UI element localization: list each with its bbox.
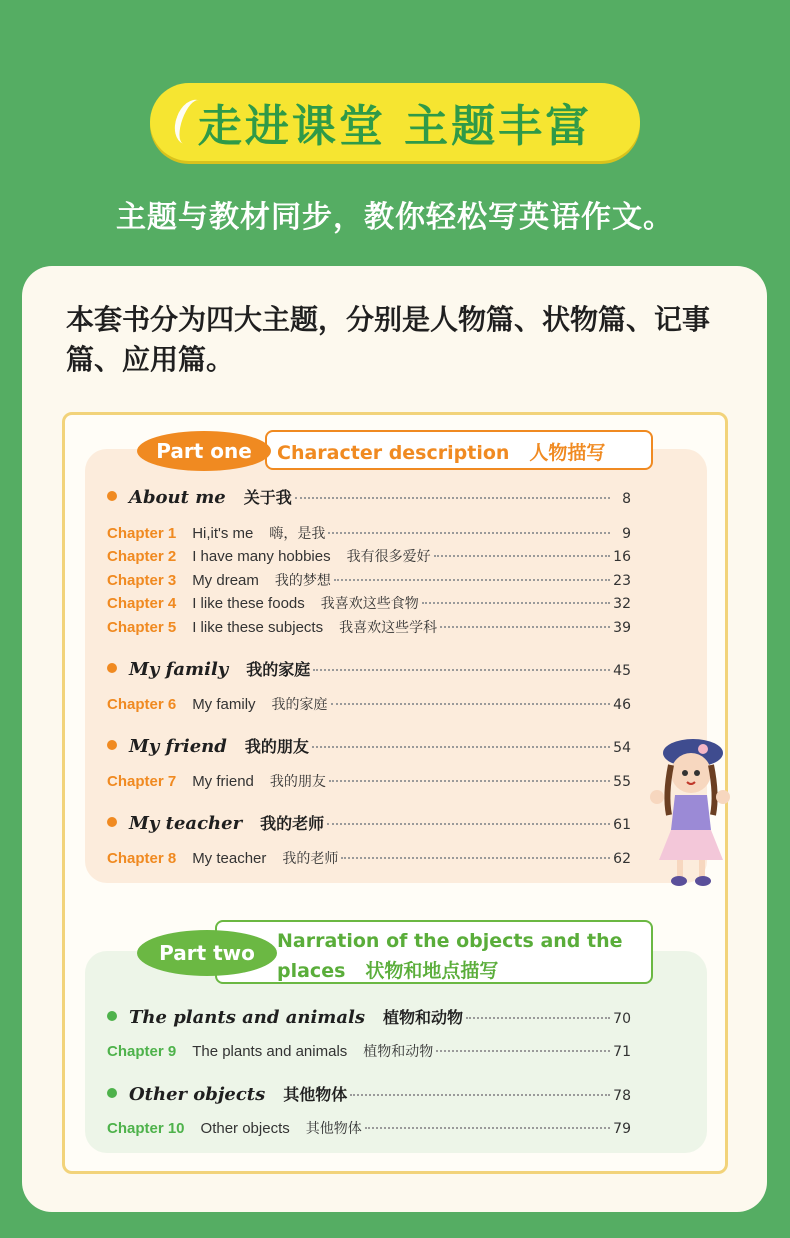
part-two-title-line2: places (277, 960, 346, 982)
part-two-title-cn: 状物和地点描写 (365, 960, 499, 982)
toc-chapter: Chapter 2 I have many hobbies 我有很多爱好 16 (107, 548, 631, 565)
toc-chapter: Chapter 6 My family 我的家庭 46 (107, 696, 631, 713)
toc-chapter: Chapter 4 I like these foods 我喜欢这些食物 32 (107, 595, 631, 612)
toc-chapter: Chapter 8 My teacher 我的老师 62 (107, 850, 631, 867)
part-one-heading (265, 430, 653, 470)
toc-chapter: Chapter 5 I like these subjects 我喜欢这些学科 39 (107, 619, 631, 636)
face-shape (671, 753, 711, 793)
part-one-label: Part one (137, 431, 271, 471)
table-of-contents (62, 412, 728, 1174)
toc-chapter: Chapter 10 Other objects 其他物体 79 (107, 1120, 631, 1137)
toc-topic: My teacher 我的老师 61 (107, 811, 631, 834)
bullet-icon (107, 817, 117, 827)
toc-chapter: Chapter 7 My friend 我的朋友 55 (107, 773, 631, 790)
bullet-icon (107, 663, 117, 673)
banner-title: 走进课堂 主题丰富 (197, 101, 593, 152)
bullet-icon (107, 1088, 117, 1098)
toc-topic: My family 我的家庭 45 (107, 657, 631, 680)
content-card (22, 266, 767, 1212)
toc-topic: The plants and animals 植物和动物 70 (107, 1005, 631, 1028)
title-banner (150, 83, 640, 161)
subtitle: 主题与教材同步，教你轻松写英语作文。 (116, 200, 674, 235)
toc-topic: About me 关于我 8 (107, 485, 631, 508)
dress-skirt (659, 830, 723, 860)
toc-topic: My friend 我的朋友 54 (107, 734, 631, 757)
toc-chapter: Chapter 9 The plants and animals 植物和动物 71 (107, 1043, 631, 1060)
flower-icon (698, 744, 708, 754)
girl-illustration (645, 735, 735, 895)
part-two-heading (215, 920, 653, 984)
toc-chapter: Chapter 3 My dream 我的梦想 23 (107, 572, 631, 589)
bullet-icon (107, 740, 117, 750)
part-two-label: Part two (137, 930, 277, 976)
part-one-title-en: Character description (277, 442, 510, 464)
part-one-title-cn: 人物描写 (529, 442, 606, 464)
bullet-icon (107, 491, 117, 501)
part-two-title-line1: Narration of the objects and the (277, 930, 623, 952)
bullet-icon (107, 1011, 117, 1021)
toc-chapter: Chapter 1 Hi,it's me 嗨，是我 9 (107, 525, 631, 542)
toc-topic: Other objects 其他物体 78 (107, 1082, 631, 1105)
intro-text: 本套书分为四大主题，分别是人物篇、状物篇、记事篇、应用篇。 (66, 303, 711, 376)
dress-top (671, 795, 711, 830)
